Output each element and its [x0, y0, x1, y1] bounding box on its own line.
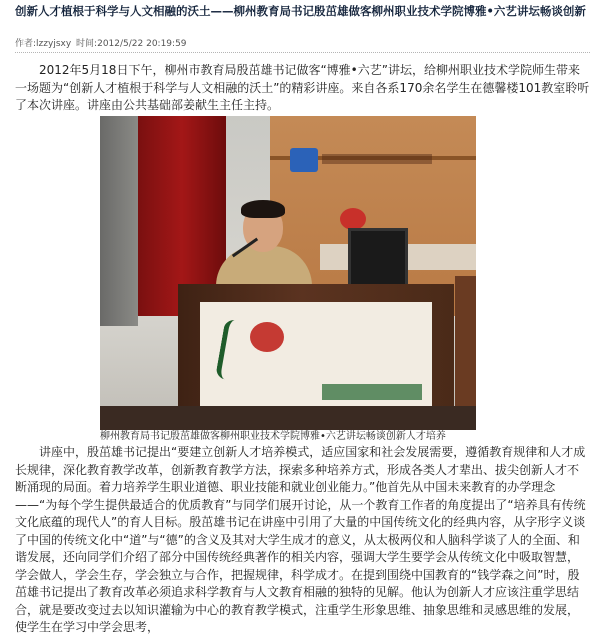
author-label: 作者:: [15, 39, 37, 49]
photo-caption: 柳州教育局书记殷茁雄做客柳州职业技术学院博雅•六艺讲坛畅谈创新人才培养: [100, 431, 446, 442]
time-label: 时间:: [76, 39, 98, 49]
speaker-hair: [241, 200, 285, 218]
body-paragraph: 讲座中，殷茁雄书记提出“要建立创新人才培养模式，适应国家和社会发展需要，遵循教育规律和人才成长规律，深化教育教学改革，创新教育教学方法，探索多种培养方式，形成各类人才辈出、拔尖创新人才不断涌现的局面。着力培养学生职业道德、职业技能和就业创业能力。”他首先从中国未来教育的办学理念——“为每个学生提供最适合的优质教育”与同学们展开讨论，从一个教育工作者的角度提出了“培养具有传统文化底蕴的现代人”的育人目标。殷茁雄书记在讲座中引用了大量的中国传统文化的经典内容，从字形字义谈了中国的传统文化中“道”与“德”的含义及其对大学生成才的意义，从太极两仪和人脑科学谈了人的全面、和谐发展，还向同学们介绍了部分中国传统经典著作的相关内容，强调大学生要学会从传统文化中吸取智慧，学会做人，学会生存，学会独立与合作，把握规律，科学成才。在提到围绕中国教育的“钱学森之问”时，殷茁雄书记提出了教育改革必须追求科学教育与人文教育相融的独特的见解。他认为创新人才应该注重学思结合，就是要改变过去以知识灌输为中心的教育教学模式，注重学生形象思维、抽象思维和灵感思维的发展，使学生在学习中学会思考，: [15, 445, 586, 634]
school-name-sign: [322, 154, 432, 164]
school-logo-icon: [290, 148, 318, 172]
podium-banner-text: [322, 384, 422, 400]
flower-emblem-icon: [340, 208, 366, 230]
photo-floor: [100, 406, 476, 430]
lecture-photo: [100, 116, 476, 430]
photo-monitor: [348, 228, 408, 292]
author-name: lzzyjsxy: [36, 39, 72, 49]
article-meta: [15, 38, 590, 50]
intro-paragraph: 2012年5月18日下午，柳州市教育局殷茁雄书记做客“博雅•六艺”讲坛，给柳州职业技术学院师生带来一场题为“创新人才植根于科学与人文相融的沃土”的精彩讲座。来自各系170余名学生在德馨楼101教室聆听了本次讲座。讲座由公共基础部姜献生主任主持。: [15, 63, 590, 112]
article-title: 创新人才植根于科学与人文相融的沃土——柳州教育局书记殷茁雄做客柳州职业技术学院博雅•六艺讲坛畅谈创新: [15, 4, 586, 18]
photo-door: [100, 116, 138, 326]
podium-flower-icon: [250, 322, 284, 352]
meta-divider: [15, 52, 590, 53]
publish-time: 2012/5/22 20:19:59: [97, 39, 187, 49]
